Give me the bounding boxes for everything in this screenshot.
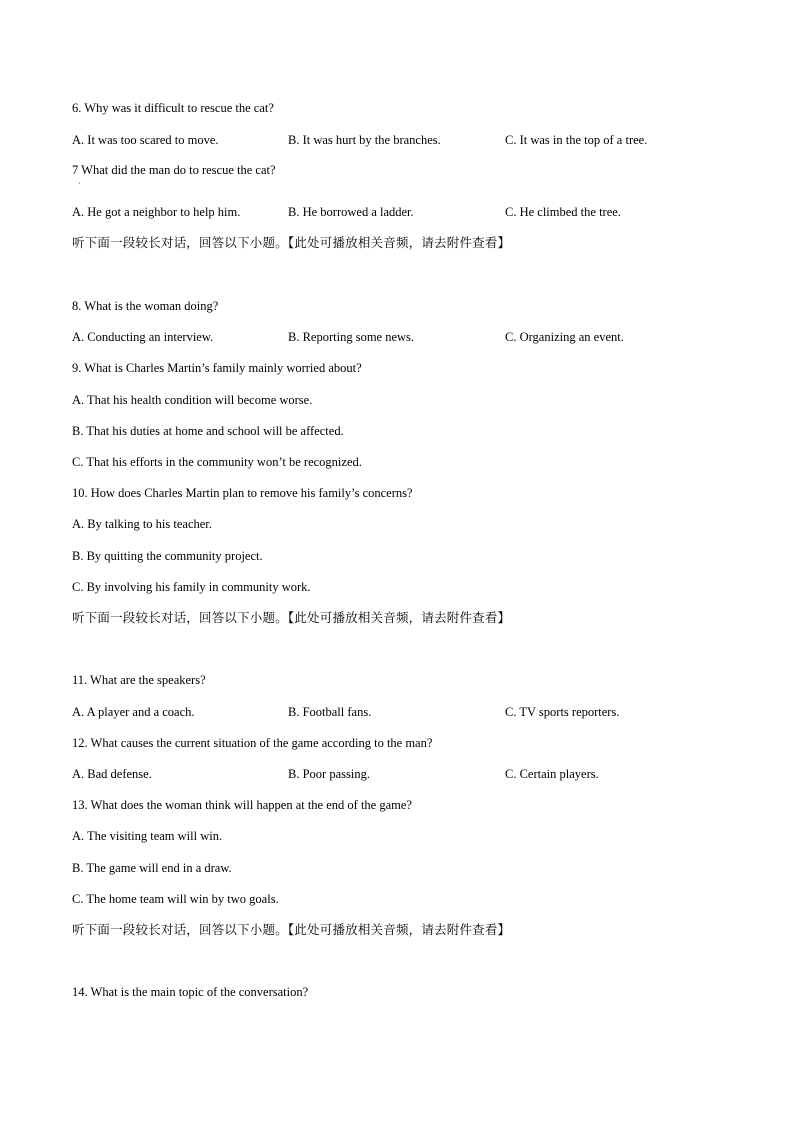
q10-option-b: B. By quitting the community project.: [72, 549, 263, 563]
q13-option-a: A. The visiting team will win.: [72, 829, 223, 843]
question-11: 11. What are the speakers?: [72, 673, 206, 687]
listening-instruction: 听下面一段较长对话，回答以下小题。【此处可播放相关音频，请去附件查看】: [72, 235, 511, 250]
question-7: 7 What did the man do to rescue the cat?: [72, 163, 276, 177]
q6-option-b: B. It was hurt by the branches.: [288, 133, 441, 147]
question-14: 14. What is the main topic of the conversation?: [72, 985, 309, 999]
question-12: 12. What causes the current situation of the game according to the man?: [72, 736, 433, 750]
q9-option-c: C. That his efforts in the community won’t be recognized.: [72, 455, 362, 469]
q11-option-c: C. TV sports reporters.: [505, 705, 620, 719]
q7-option-b: B. He borrowed a ladder.: [288, 205, 414, 219]
q7-option-c: C. He climbed the tree.: [505, 205, 621, 219]
q7-option-a: A. He got a neighbor to help him.: [72, 205, 241, 219]
q6-option-a: A. It was too scared to move.: [72, 133, 219, 147]
q13-option-c: C. The home team will win by two goals.: [72, 892, 279, 906]
q10-option-a: A. By talking to his teacher.: [72, 517, 212, 531]
question-10: 10. How does Charles Martin plan to remove his family’s concerns?: [72, 486, 413, 500]
q8-option-c: C. Organizing an event.: [505, 330, 624, 344]
q12-option-a: A. Bad defense.: [72, 767, 152, 781]
q12-option-c: C. Certain players.: [505, 767, 599, 781]
question-6: 6. Why was it difficult to rescue the cat?: [72, 101, 274, 115]
q11-option-b: B. Football fans.: [288, 705, 372, 719]
q11-option-a: A. A player and a coach.: [72, 705, 195, 719]
listening-instruction: 听下面一段较长对话，回答以下小题。【此处可播放相关音频，请去附件查看】: [72, 610, 511, 625]
question-13: 13. What does the woman think will happen at the end of the game?: [72, 798, 412, 812]
q9-option-b: B. That his duties at home and school will be affected.: [72, 424, 344, 438]
q9-option-a: A. That his health condition will become worse.: [72, 393, 313, 407]
q8-option-a: A. Conducting an interview.: [72, 330, 214, 344]
q8-option-b: B. Reporting some news.: [288, 330, 415, 344]
q12-option-b: B. Poor passing.: [288, 767, 370, 781]
stray-mark: ·: [78, 179, 81, 188]
question-9: 9. What is Charles Martin’s family mainly worried about?: [72, 361, 362, 375]
q6-option-c: C. It was in the top of a tree.: [505, 133, 648, 147]
question-8: 8. What is the woman doing?: [72, 299, 219, 313]
listening-instruction: 听下面一段较长对话，回答以下小题。【此处可播放相关音频，请去附件查看】: [72, 922, 511, 937]
q10-option-c: C. By involving his family in community work.: [72, 580, 311, 594]
q13-option-b: B. The game will end in a draw.: [72, 861, 232, 875]
